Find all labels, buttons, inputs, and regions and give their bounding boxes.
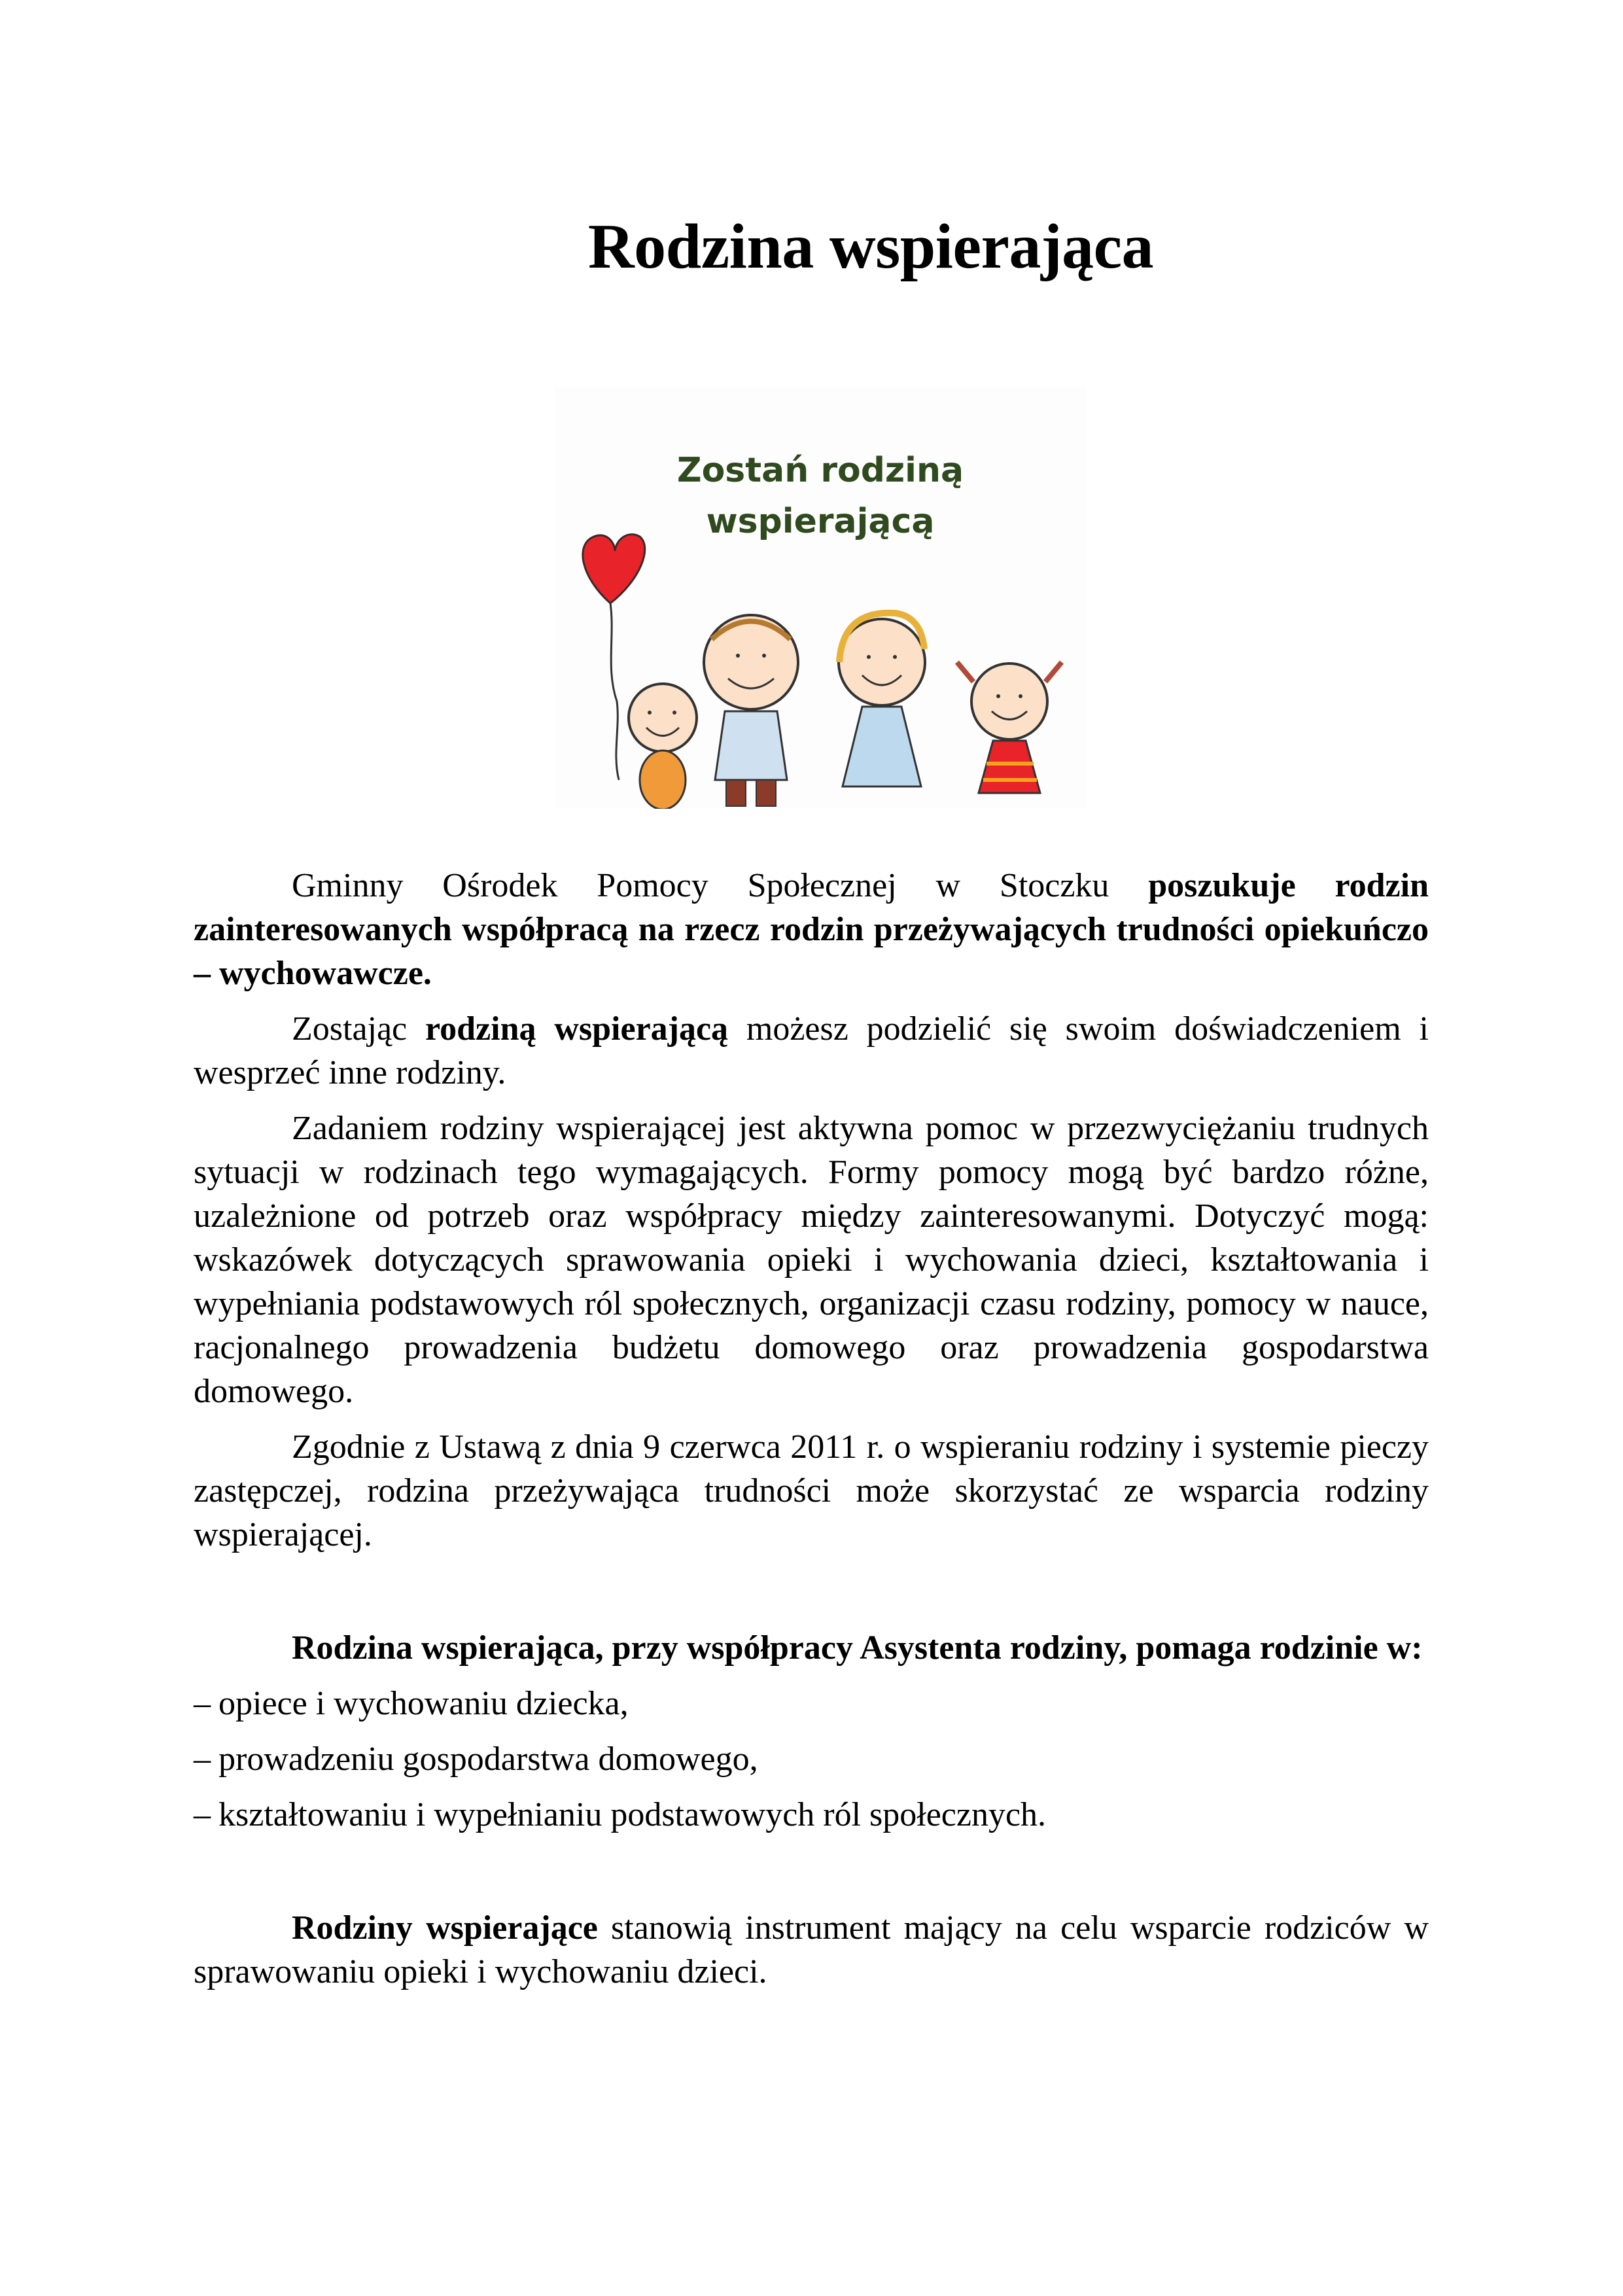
list-item-text: prowadzeniu gospodarstwa domowego, (218, 1740, 758, 1778)
become-bold-text: rodziną wspierającą (425, 1010, 729, 1048)
closing-bold-text: Rodziny wspierające (292, 1909, 598, 1947)
help-list-item (194, 1793, 1429, 1837)
become-normal-text-1: Zostając (292, 1010, 425, 1048)
poster-line-1: Zostań rodziną (676, 451, 964, 490)
heart-balloon-icon (583, 535, 645, 780)
mother-figure-icon (839, 613, 925, 786)
list-dash: – (194, 1740, 211, 1778)
spacer (194, 1848, 1429, 1906)
list-item-text: opiece i wychowaniu dziecka, (218, 1685, 629, 1722)
paragraph-intro (194, 864, 1429, 995)
become-normal-text-2: możesz podzielić się swoim doświadczeniem i wesprzeć inne rodziny. (194, 1010, 1429, 1091)
poster-line-2: wspierającą (706, 502, 935, 541)
help-list-item (194, 1737, 1429, 1781)
closing-normal-text: stanowią instrument mający na celu wsparcie rodziców w sprawowaniu opieki i wychowaniu dzieci. (194, 1909, 1429, 1990)
help-heading-text: Rodzina wspierająca, przy współpracy Asystenta rodziny, pomaga rodzinie w: (292, 1629, 1423, 1667)
baby-figure-icon (629, 684, 697, 809)
list-dash: – (194, 1685, 211, 1722)
paragraph-tasks: Zadaniem rodziny wspierającej jest aktywna pomoc w przezwyciężaniu trudnych sytuacji w rodzinach tego wymagających. Formy pomocy mogą być bardzo różne, uzależnione od potrzeb oraz współpracy między zainteresowanymi. Dotyczyć mogą: wskazówek dotyczących sprawowania opieki i wychowania dzieci, kształtowania i wypełniania podstawowych ról społecznych, organizacji czasu rodziny, pomocy w nauce, racjonalnego prowadzenia budżetu domowego oraz prowadzenia gospodarstwa domowego. (194, 1110, 1429, 1410)
document-body (194, 864, 1429, 2005)
paragraph-law: Zgodnie z Ustawą z dnia 9 czerwca 2011 r. o wspieraniu rodziny i systemie pieczy zastępczej, rodzina przeżywająca trudności może skorzystać ze wsparcia rodziny wspierającej. (194, 1428, 1429, 1553)
paragraph-become (194, 1007, 1429, 1095)
help-heading (194, 1626, 1429, 1670)
paragraph-closing (194, 1906, 1429, 1994)
help-list-item (194, 1682, 1429, 1725)
father-figure-icon (704, 615, 798, 806)
list-dash: – (194, 1796, 211, 1833)
intro-bold-text: poszukuje rodzin zainteresowanych współpracą na rzecz rodzin przeżywających trudności opiekuńczo – wychowawcze. (194, 867, 1429, 992)
document-title: Rodzina wspierająca (587, 211, 1154, 282)
family-poster-illustration (555, 387, 1086, 809)
spacer (194, 1568, 1429, 1626)
intro-normal-text: Gminny Ośrodek Pomocy Społecznej w Stoczku (292, 867, 1149, 904)
girl-figure-icon (957, 662, 1062, 793)
list-item-text: kształtowaniu i wypełnianiu podstawowych ról społecznych. (218, 1796, 1047, 1833)
